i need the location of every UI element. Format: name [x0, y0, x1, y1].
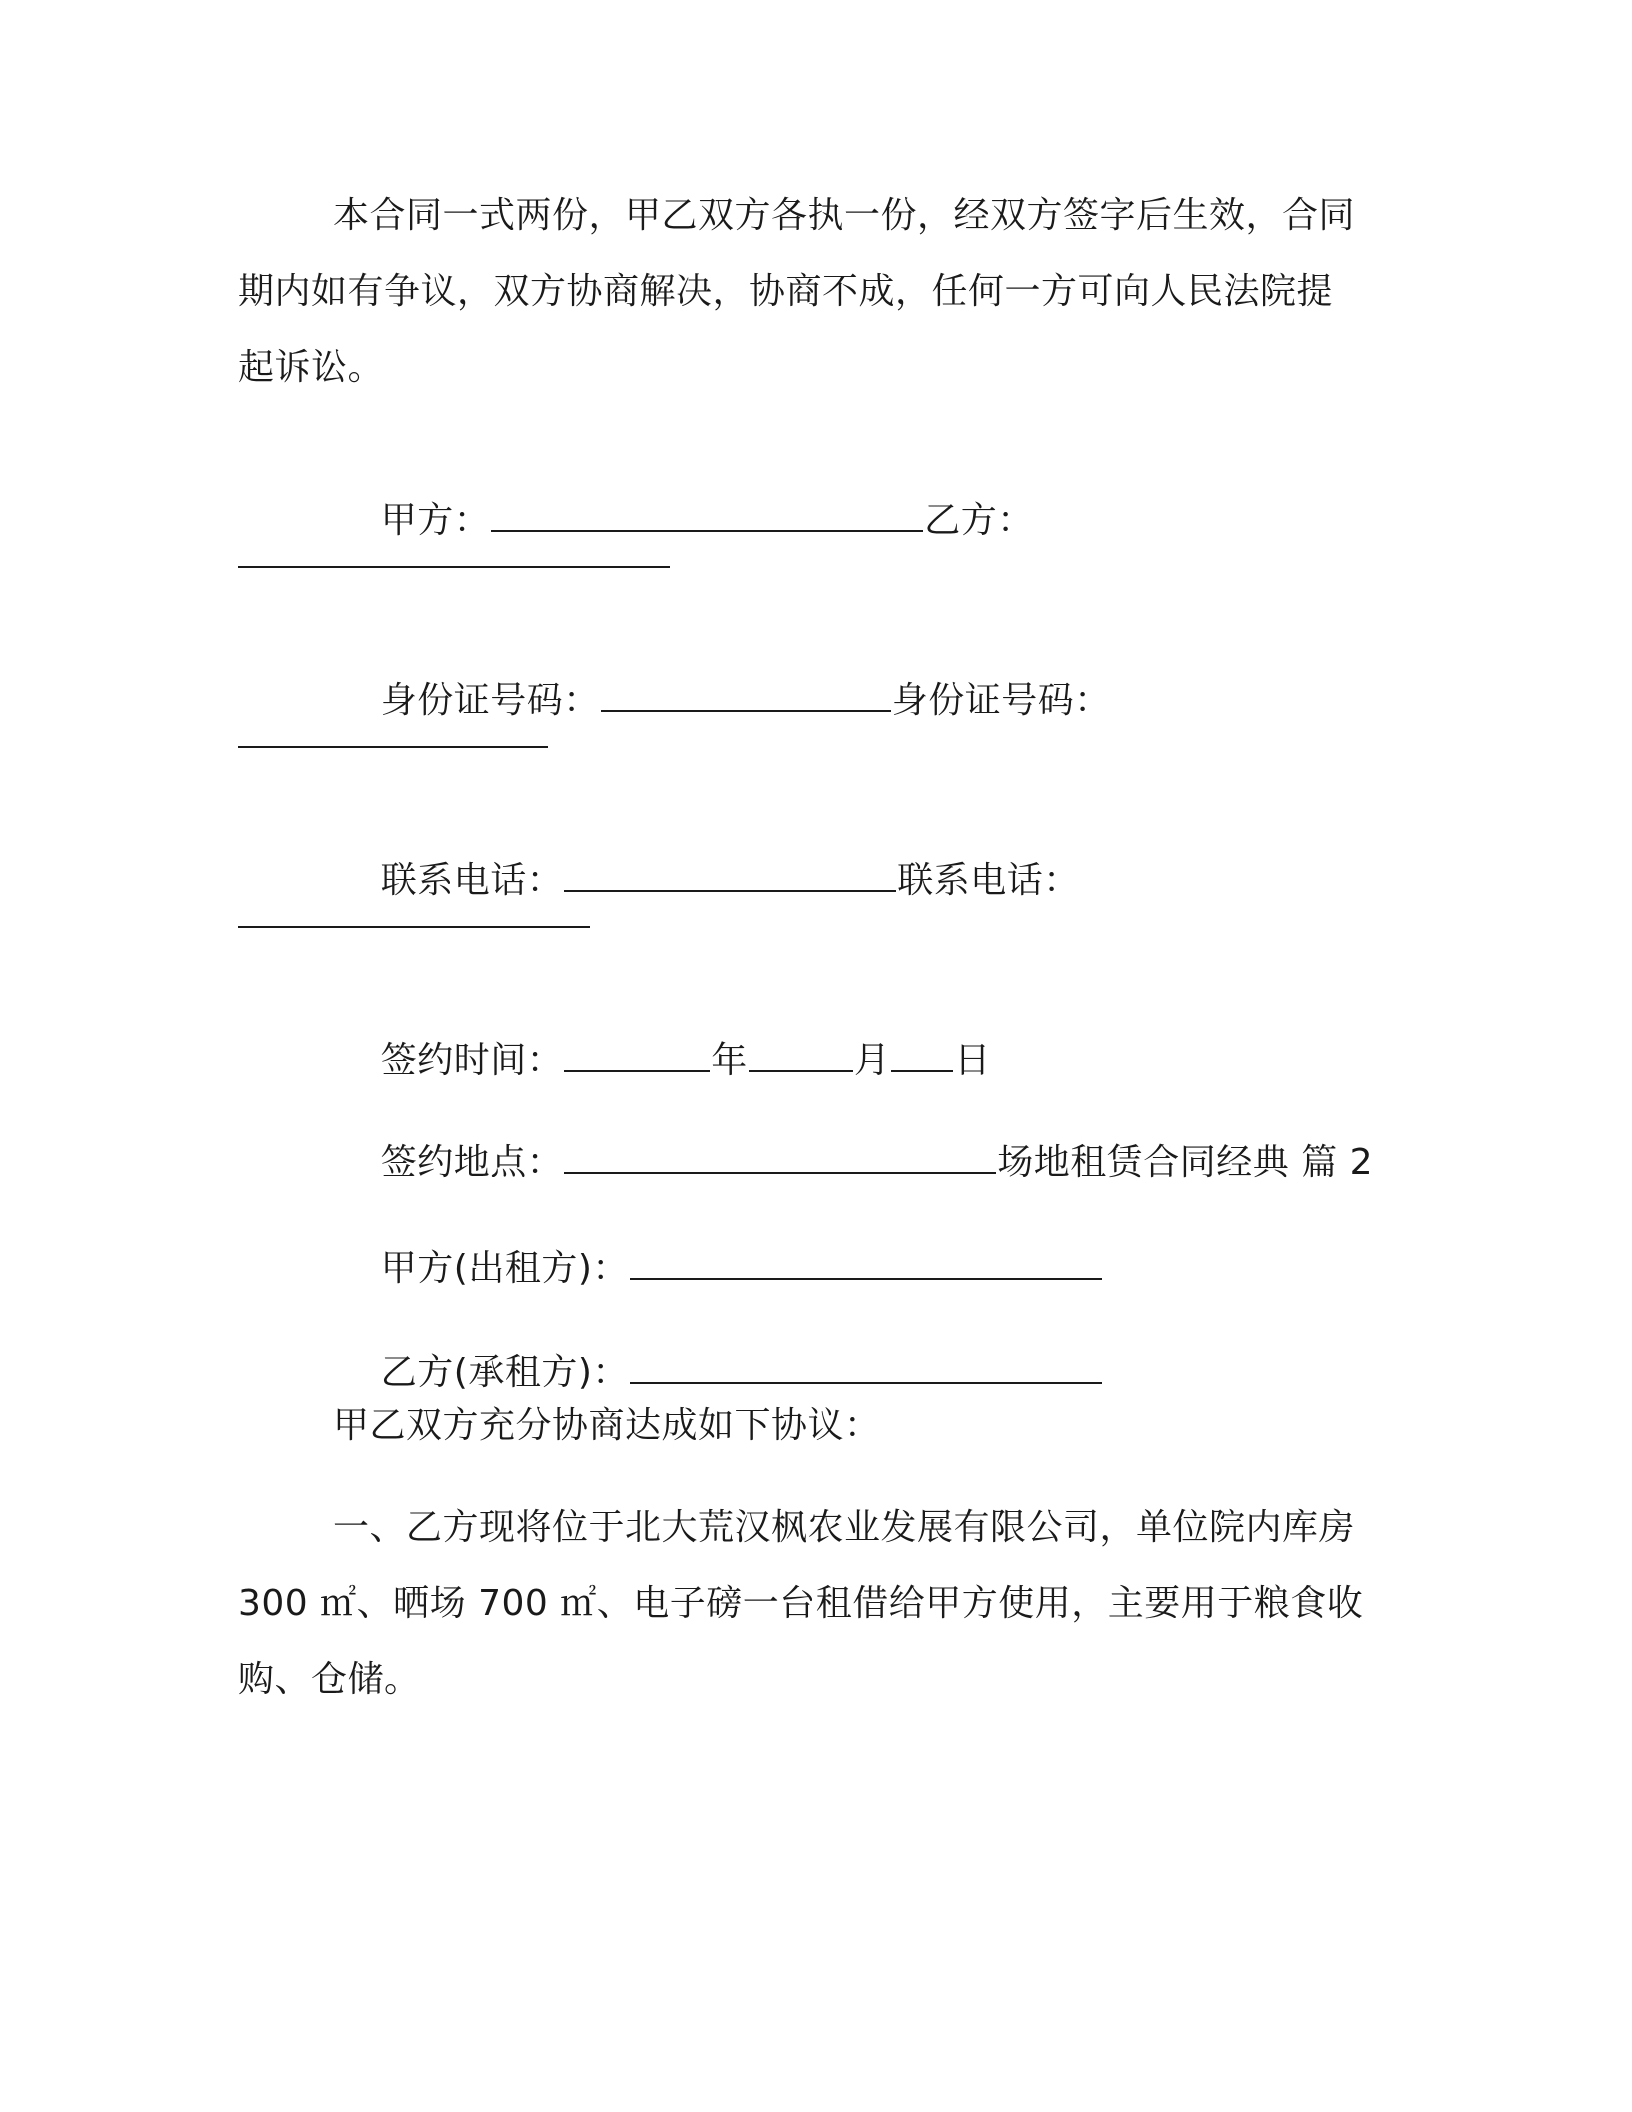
- section-title: 场地租赁合同经典 篇 2: [997, 1142, 1374, 1183]
- para1-line1: 本合同一式两份，甲乙双方各执一份，经双方签字后生效，合同: [333, 195, 1356, 236]
- para1-line2: 期内如有争议，双方协商解决，协商不成，任何一方可向人民法院提: [238, 271, 1334, 312]
- day-label: 日: [954, 1040, 991, 1081]
- clause1-line2: 300 ㎡、晒场 700 ㎡、电子磅一台租借给甲方使用，主要用于粮食收: [238, 1583, 1364, 1624]
- agreement-intro: 甲乙双方充分协商达成如下协议：: [333, 1405, 881, 1446]
- party-b-blank: [238, 566, 670, 568]
- lessor-label: 甲方(出租方)：: [380, 1248, 629, 1289]
- id-label-b: 身份证号码：: [891, 680, 1111, 721]
- id-a-blank: [601, 676, 891, 712]
- day-blank: [891, 1036, 953, 1072]
- phone-b-blank: [238, 926, 590, 928]
- lessor-blank: [630, 1244, 1102, 1280]
- month-label: 月: [853, 1040, 891, 1081]
- clause1-line1: 一、乙方现将位于北大荒汉枫农业发展有限公司，单位院内库房: [333, 1507, 1356, 1548]
- phone-label-a: 联系电话：: [380, 860, 564, 901]
- id-label-a: 身份证号码：: [380, 680, 600, 721]
- signature-line-parties: [333, 448, 1034, 593]
- party-a-label: 甲方：: [380, 500, 491, 541]
- clause1-line3: 购、仓储。: [238, 1659, 421, 1700]
- lessee-blank: [630, 1348, 1102, 1384]
- party-b-label: 乙方：: [924, 500, 1034, 541]
- month-blank: [749, 1036, 853, 1072]
- id-line: [333, 628, 1111, 773]
- id-b-blank: [238, 746, 548, 748]
- para1-line3: 起诉讼。: [238, 347, 385, 388]
- place-blank: [564, 1138, 996, 1174]
- place-label: 签约地点：: [380, 1142, 564, 1183]
- phone-a-blank: [564, 856, 896, 892]
- lessee-label: 乙方(承租方)：: [380, 1352, 629, 1393]
- year-blank: [564, 1036, 710, 1072]
- party-a-blank: [491, 496, 923, 532]
- phone-line: [333, 808, 1080, 953]
- date-label: 签约时间：: [380, 1040, 564, 1081]
- phone-label-b: 联系电话：: [897, 860, 1080, 901]
- year-label: 年: [711, 1040, 748, 1081]
